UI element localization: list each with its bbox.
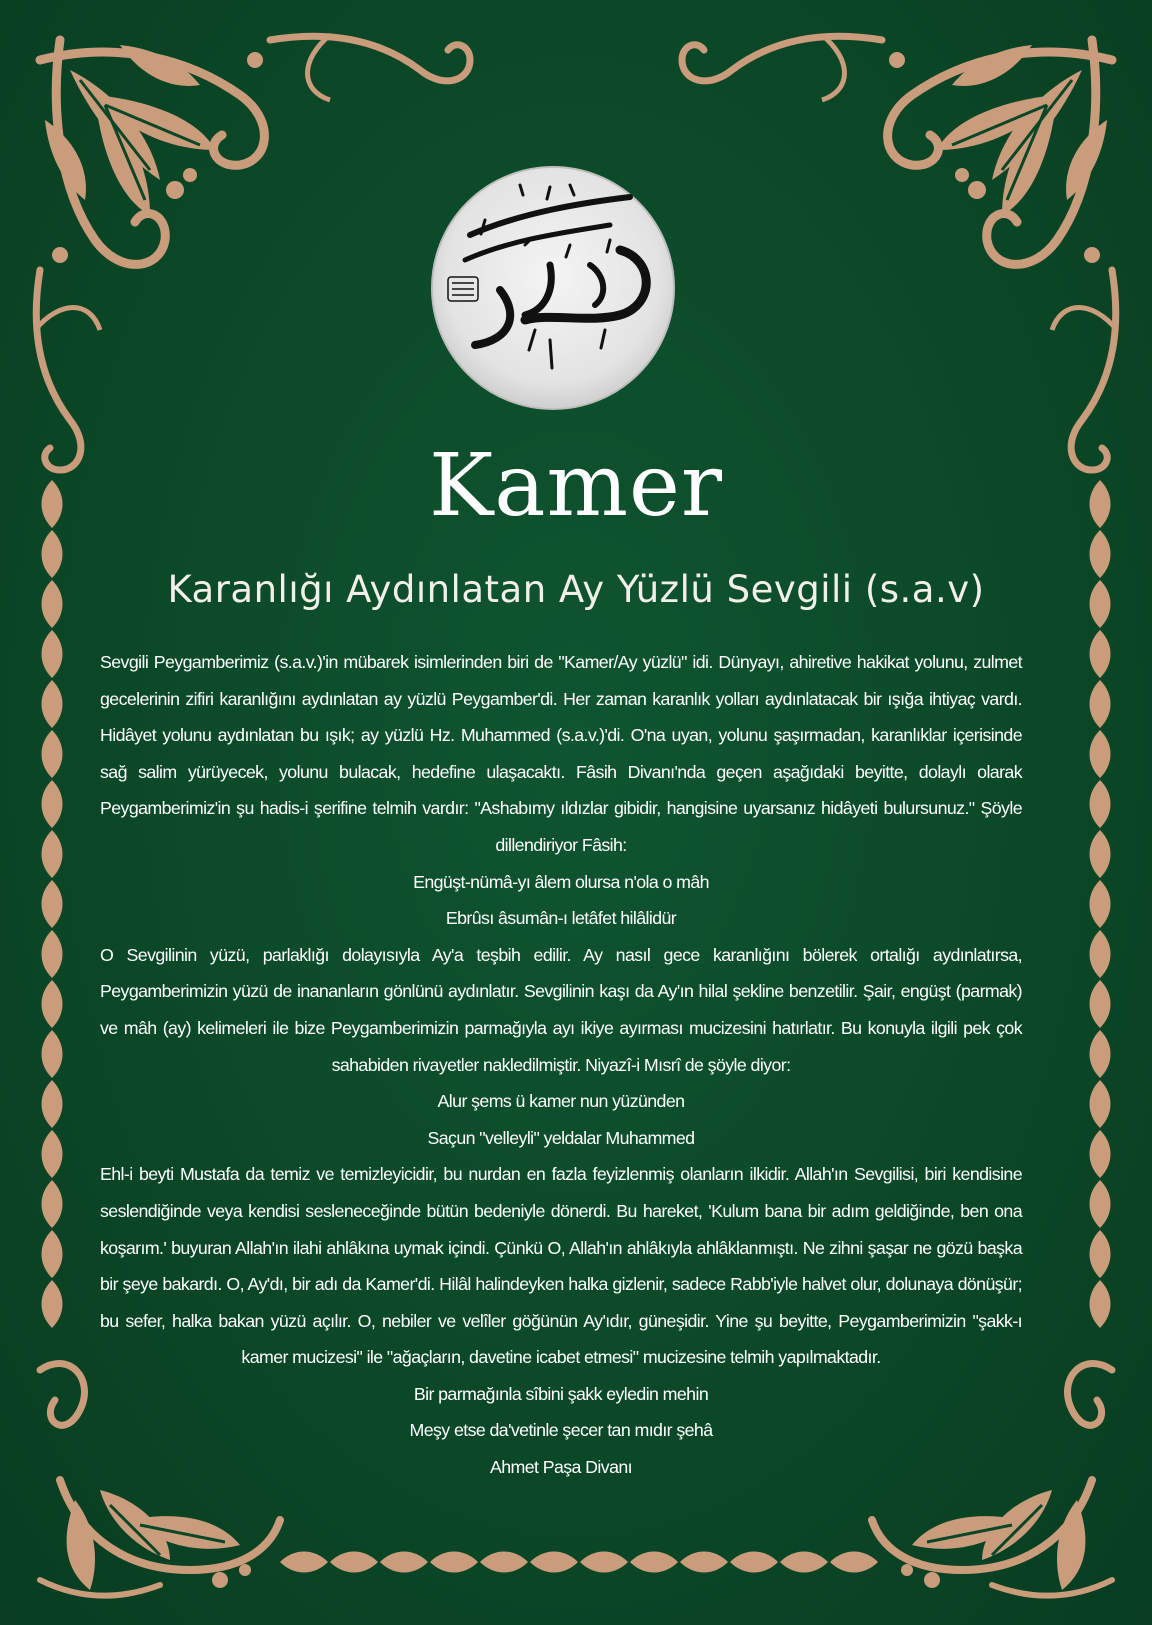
verse-line: Engüşt-nümâ-yı âlem olursa n'ola o mâh bbox=[413, 871, 709, 892]
verse-source: Ahmet Paşa Divanı bbox=[489, 1457, 632, 1478]
bottom-left-ornament bbox=[40, 1480, 280, 1596]
top-left-ornament bbox=[35, 35, 470, 470]
page-subtitle: Karanlığı Aydınlatan Ay Yüzlü Sevgili (s.a.v) bbox=[167, 568, 985, 611]
verse-line: Ebrûsı âsumân-ı letâfet hilâlidür bbox=[445, 908, 677, 929]
bottom-right-ornament bbox=[872, 1480, 1112, 1596]
bottom-border-chain bbox=[280, 1552, 878, 1573]
paragraph-3: Ehl-i beyti Mustafa da temiz ve temizleyicidir, bu nurdan en fazla feyizlenmiş olanların ilkidir. Allah'ın Sevgilisi, biri kendisine seslendiğinde veya kendisi sesleneceğinde bütün bedeniyle dönerdi. Bu hareket, 'Kulum bana bir adım geldiğinde, ben ona koşarım.' buyuran Allah'ın ilahi ahlâkına uymak içindi. Çünkü O, Allah'ın ahlâkıyla ahlâklanmıştı. Ne zihni şaşar ne gözü başka bir şeye bakardı. O, Ay'dı, bir adı da Kamer'di. Hilâl halindeyken halka gizlenir, sadece Rabb'iyle halvet olur, dolunaya dönüşür; bu sefer, halka bakan yüzü açılır. O, nebiler ve velîler göğünün Ay'ıdır, güneşidir. Yine şu beyitte, Peygamberimizin "şakk-ı kamer mucizesi" ile "ağaçların, davetine icabet etmesi" mucizesine telmih yapılmaktadır. bbox=[100, 1164, 1022, 1368]
paragraph-2: O Sevgilinin yüzü, parlaklığı dolayısıyla Ay'a teşbih edilir. Ay nasıl gece karanlığını bölerek ortalığı aydınlatırsa, Peygamberimizin yüzü de inananların gönlünü aydınlatır. Sevgilinin kaşı da Ay'ın hilal şekline benzetilir. Şair, engüşt (parmak) ve mâh (ay) kelimeleri ile bize Peygamberimizin parmağıyla ayı ikiye ayırması mucizesini hatırlatır. Bu konuyla ilgili pek çok sahabiden rivayetler nakledilmiştir. Niyazî-i Mısrî de şöyle diyor: bbox=[100, 944, 1022, 1075]
verse-line: Bir parmağınla sîbini şakk eyledin mehin bbox=[413, 1383, 709, 1404]
paragraph-1: Sevgili Peygamberimiz (s.a.v.)'in mübarek isimlerinden biri de "Kamer/Ay yüzlü" idi. Dünyayı, ahiretive hakikat yolunu, zulmet gecelerinin zifiri karanlığını aydınlatan ay yüzlü Peygamber'di. Her zaman karanlık yolları aydınlatacak bir ışığa ihtiyaç vardı. Hidâyet yolunu aydınlatan bu ışık; ay yüzlü Hz. Muhammed (s.a.v.)'di. O'na uyan, yolunu şaşırmadan, karanlıklar içerisinde sağ salim yürüyecek, yolunu bulacak, hedefine ulaşacaktı. Fâsih Divanı'nda geçen aşağıdaki beyitte, dolaylı olarak Peygamberimiz'in şu hadis-i şerifine telmih vardır: "Ashabımy ıldızlar gibidir, hangisine uyarsanız hidâyeti bulursunuz." Şöyle dillendiriyor Fâsih: bbox=[100, 652, 1022, 855]
page-title: Kamer bbox=[428, 436, 724, 536]
article-body bbox=[100, 644, 1022, 1486]
kamer-calligraphy-icon bbox=[430, 165, 676, 411]
verse-line: Saçun "velleyli" yeldalar Muhammed bbox=[427, 1127, 695, 1148]
verse-line: Meşy etse da'vetinle şecer tan mıdır şehâ bbox=[409, 1420, 713, 1441]
verse-line: Alur şems ü kamer nun yüzünden bbox=[437, 1091, 685, 1112]
top-right-ornament bbox=[682, 35, 1117, 470]
